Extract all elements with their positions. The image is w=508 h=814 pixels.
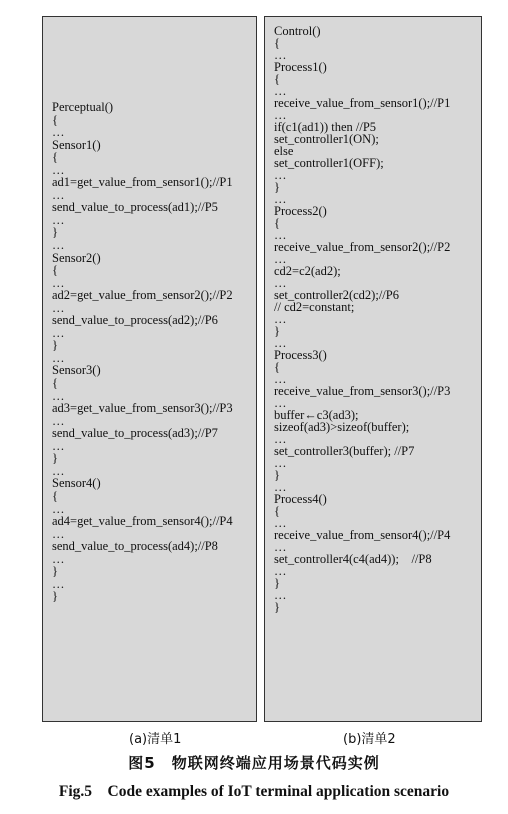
listing-2-code: Control() { … Process1() { … receive_value_from_sensor1();//P1 … if(c1(ad1)) then //P5 set_controller1(ON); else set_controller1(OFF); … } … Process2() { … receive_value_from_sensor2();//P2 … cd2=c2(ad2); … set_controller2(cd2);//P6 // cd2=constant; … } … Process3() { … receive_value_from_sensor3();//P3 … buffer←c3(ad3); sizeof(ad3)>sizeof(buffer); … set_controller3(buffer); //P7 … } … Process4() { … receive_value_from_sensor4();//P4 … set_controller4(c4(ad4)); //P8 … } … } bbox=[274, 24, 451, 614]
listing-1-caption: (a)清单1 bbox=[129, 732, 182, 747]
figure-caption-chinese: 图5 物联网终端应用场景代码实例 bbox=[128, 754, 380, 772]
listing-1-code: Perceptual() { … Sensor1() { … ad1=get_value_from_sensor1();//P1 … send_value_to_process(ad1);//P5 … } … Sensor2() { … ad2=get_value_from_sensor2();//P2 … send_value_to_process(ad2);//P6 … } … Sensor3() { … ad3=get_value_from_sensor3();//P3 … send_value_to_process(ad3);//P7 … } … Sensor4() { … ad4=get_value_from_sensor4();//P4 … send_value_to_process(ad4);//P8 … } … } bbox=[52, 100, 233, 604]
figure-caption-english: Fig.5 Code examples of IoT terminal application scenario bbox=[58, 783, 450, 800]
listing-2-caption: (b)清单2 bbox=[343, 732, 396, 747]
code-listing-2 bbox=[264, 16, 482, 722]
code-listing-1 bbox=[42, 16, 257, 722]
